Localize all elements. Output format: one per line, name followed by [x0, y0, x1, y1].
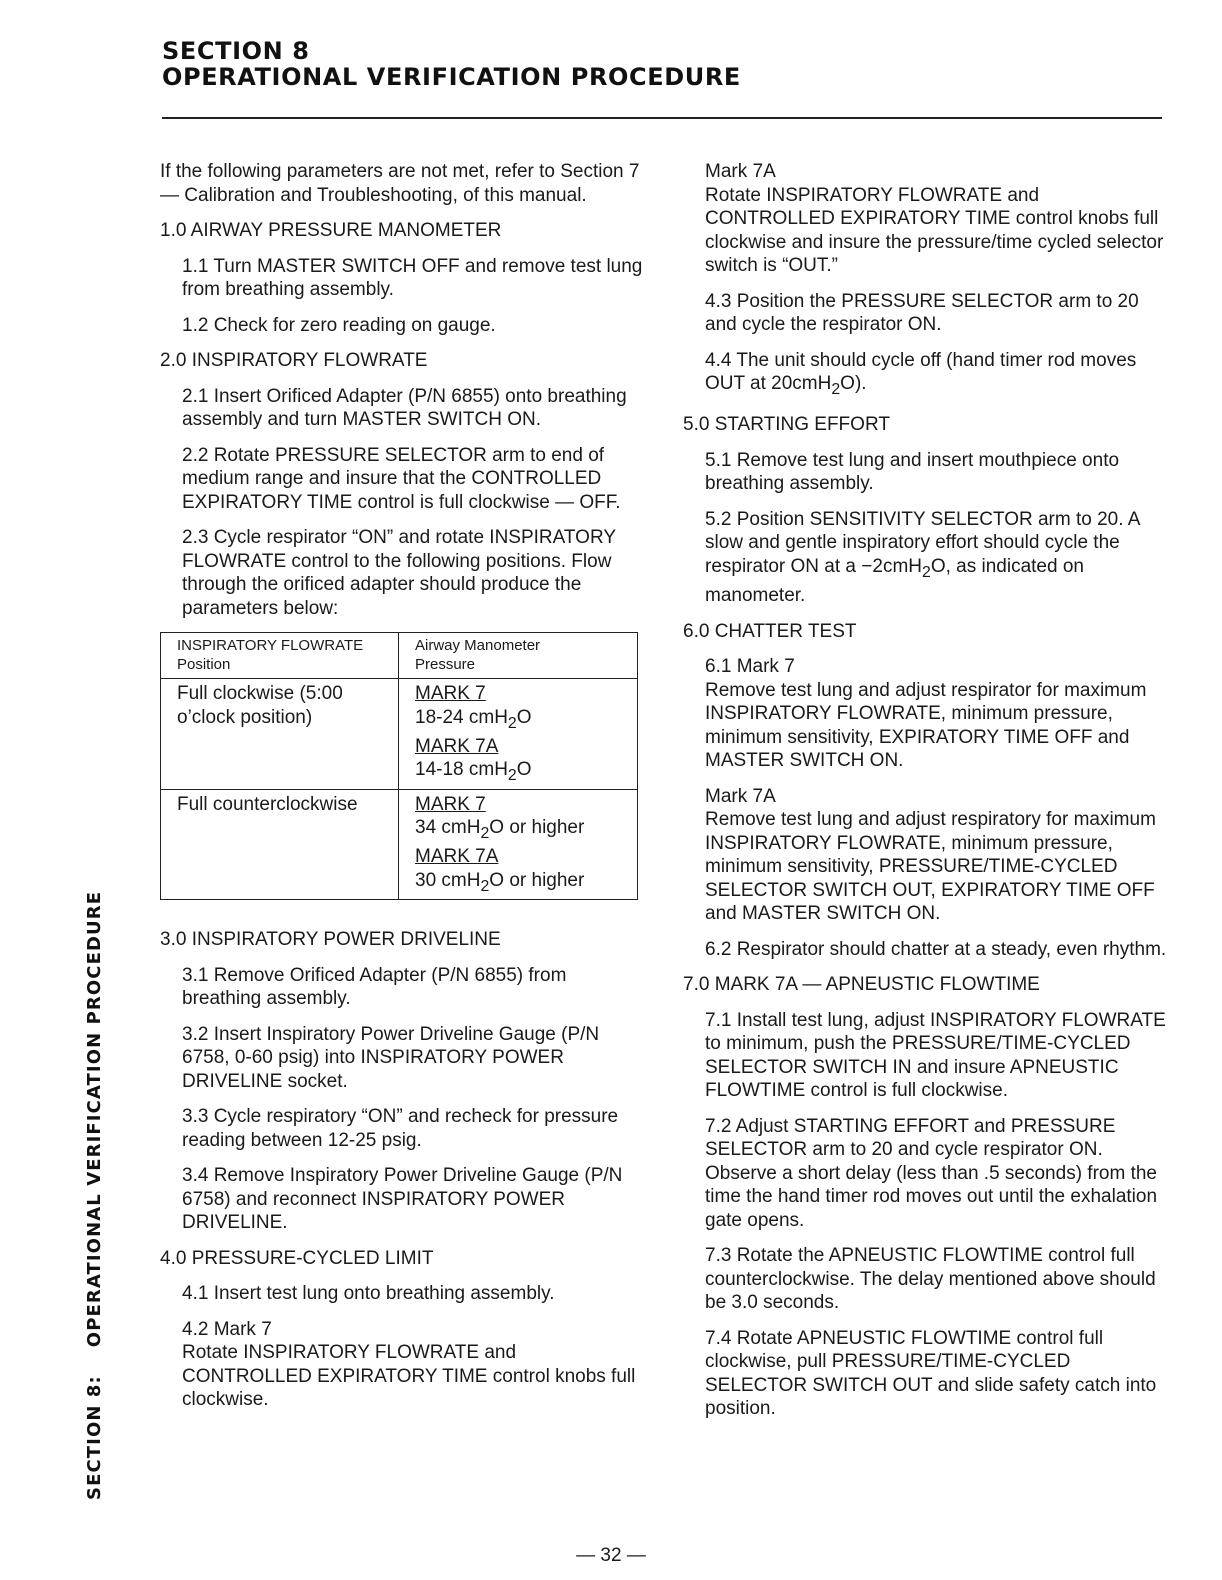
step-5-2: 5.2 Position SENSITIVITY SELECTOR arm to 20. A slow and gentle inspiratory effort should cycle the respirator ON at a −2cmH$_2$O, as indicated on manometer.	[705, 508, 1140, 607]
step-4-4: 4.4 The unit should cycle off (hand timer rod moves OUT at 20cmH$_2$O).	[705, 349, 1137, 398]
intro-paragraph: If the following parameters are not met, refer to Section 7 — Calibration and Troubleshooting, of this manual.	[160, 161, 640, 206]
table-cell-pressure: MARK 7 34 cmH$_2$O or higher MARK 7A 30 cmH$_2$O or higher	[399, 789, 638, 900]
header-rule	[162, 117, 1162, 119]
step-4-2: 4.2 Mark 7 Rotate INSPIRATORY FLOWRATE and CONTROLLED EXPIRATORY TIME control knobs full clockwise.	[182, 1318, 636, 1411]
page-number: — 32 —	[576, 1545, 646, 1566]
step-3-4: 3.4 Remove Inspiratory Power Driveline Gauge (P/N 6758) and reconnect INSPIRATORY POWER DRIVELINE.	[182, 1165, 623, 1234]
column-header-pressure: Airway Manometer Pressure	[399, 633, 638, 679]
step-3-1: 3.1 Remove Orificed Adapter (P/N 6855) from breathing assembly.	[182, 964, 567, 1010]
step-7-3: 7.3 Rotate the APNEUSTIC FLOWTIME control full counterclockwise. The delay mentioned above should be 3.0 seconds.	[705, 1245, 1156, 1314]
side-section-title: OPERATIONAL VERIFICATION PROCEDURE	[84, 890, 105, 1348]
table-header-row	[161, 633, 638, 679]
heading-5: 5.0 STARTING EFFORT	[683, 414, 890, 436]
heading-1: 1.0 AIRWAY PRESSURE MANOMETER	[160, 220, 502, 241]
table-row	[161, 789, 638, 900]
heading-3: 3.0 INSPIRATORY POWER DRIVELINE	[160, 929, 501, 951]
flowrate-parameter-table	[160, 632, 638, 900]
step-2-2: 2.2 Rotate PRESSURE SELECTOR arm to end of medium range and insure that the CONTROLLED EXPIRATORY TIME control is full clockwise — OFF.	[182, 444, 621, 513]
left-column	[160, 160, 650, 1424]
heading-7: 7.0 MARK 7A — APNEUSTIC FLOWTIME	[683, 974, 1040, 996]
step-7-1: 7.1 Install test lung, adjust INSPIRATORY FLOWRATE to minimum, push the PRESSURE/TIME-CYCLED SELECTOR SWITCH IN and insure APNEUSTIC FLOWTIME control is full clockwise.	[705, 1009, 1166, 1102]
step-1-2: 1.2 Check for zero reading on gauge.	[182, 314, 496, 336]
section-number: SECTION 8	[162, 37, 310, 65]
step-7-4: 7.4 Rotate APNEUSTIC FLOWTIME control full clockwise, pull PRESSURE/TIME-CYCLED SELECTOR SWITCH OUT and slide safety catch into position.	[705, 1327, 1157, 1420]
heading-2: 2.0 INSPIRATORY FLOWRATE	[160, 350, 428, 371]
right-column	[683, 160, 1168, 1433]
table-cell-position: Full counterclockwise	[161, 789, 399, 900]
step-2-3: 2.3 Cycle respirator “ON” and rotate INSPIRATORY FLOWRATE control to the following positions. Flow through the orificed adapter should produce the parameters below:	[182, 527, 616, 619]
step-4-2-mark7a: Mark 7A Rotate INSPIRATORY FLOWRATE and CONTROLLED EXPIRATORY TIME control knobs full clockwise and insure the pressure/time cycled selector switch is “OUT.”	[705, 161, 1164, 276]
step-3-2: 3.2 Insert Inspiratory Power Driveline Gauge (P/N 6758, 0-60 psig) into INSPIRATORY POWER DRIVELINE socket.	[182, 1023, 600, 1092]
step-5-1: 5.1 Remove test lung and insert mouthpiece onto breathing assembly.	[705, 449, 1120, 495]
table-cell-pressure: MARK 7 18-24 cmH$_2$O MARK 7A 14-18 cmH$_2$O	[399, 679, 638, 790]
table-row	[161, 679, 638, 790]
side-section-label: SECTION 8:	[84, 1375, 105, 1500]
step-6-2: 6.2 Respirator should chatter at a steady, even rhythm.	[705, 938, 1167, 960]
step-4-1: 4.1 Insert test lung onto breathing assembly.	[182, 1283, 555, 1305]
section-title: OPERATIONAL VERIFICATION PROCEDURE	[162, 63, 741, 91]
step-3-3: 3.3 Cycle respiratory “ON” and recheck for pressure reading between 12-25 psig.	[182, 1106, 619, 1151]
heading-6: 6.0 CHATTER TEST	[683, 620, 857, 642]
step-7-2: 7.2 Adjust STARTING EFFORT and PRESSURE SELECTOR arm to 20 and cycle respirator ON. Observe a short delay (less than .5 seconds) from the time the hand timer rod moves out until the exhalation gate opens.	[705, 1115, 1158, 1231]
table-cell-position: Full clockwise (5:00 o’clock position)	[161, 679, 399, 790]
step-6-1-mark7a: Mark 7A Remove test lung and adjust respiratory for maximum INSPIRATORY FLOWRATE, minimum pressure, minimum sensitivity, PRESSURE/TIME-CYCLED SELECTOR SWITCH OUT, EXPIRATORY TIME OFF and MASTER SWITCH ON.	[705, 785, 1156, 925]
heading-4: 4.0 PRESSURE-CYCLED LIMIT	[160, 1247, 434, 1269]
page-header	[162, 38, 741, 90]
step-4-3: 4.3 Position the PRESSURE SELECTOR arm to 20 and cycle the respirator ON.	[705, 290, 1139, 335]
column-header-position: INSPIRATORY FLOWRATE Position	[161, 633, 399, 679]
step-6-1: 6.1 Mark 7 Remove test lung and adjust respirator for maximum INSPIRATORY FLOWRATE, minimum pressure, minimum sensitivity, EXPIRATORY TIME OFF and MASTER SWITCH ON.	[705, 656, 1147, 772]
step-2-1: 2.1 Insert Orificed Adapter (P/N 6855) onto breathing assembly and turn MASTER SWITCH ON.	[182, 385, 627, 430]
side-running-title	[84, 891, 105, 1500]
step-1-1: 1.1 Turn MASTER SWITCH OFF and remove test lung from breathing assembly.	[182, 255, 643, 300]
